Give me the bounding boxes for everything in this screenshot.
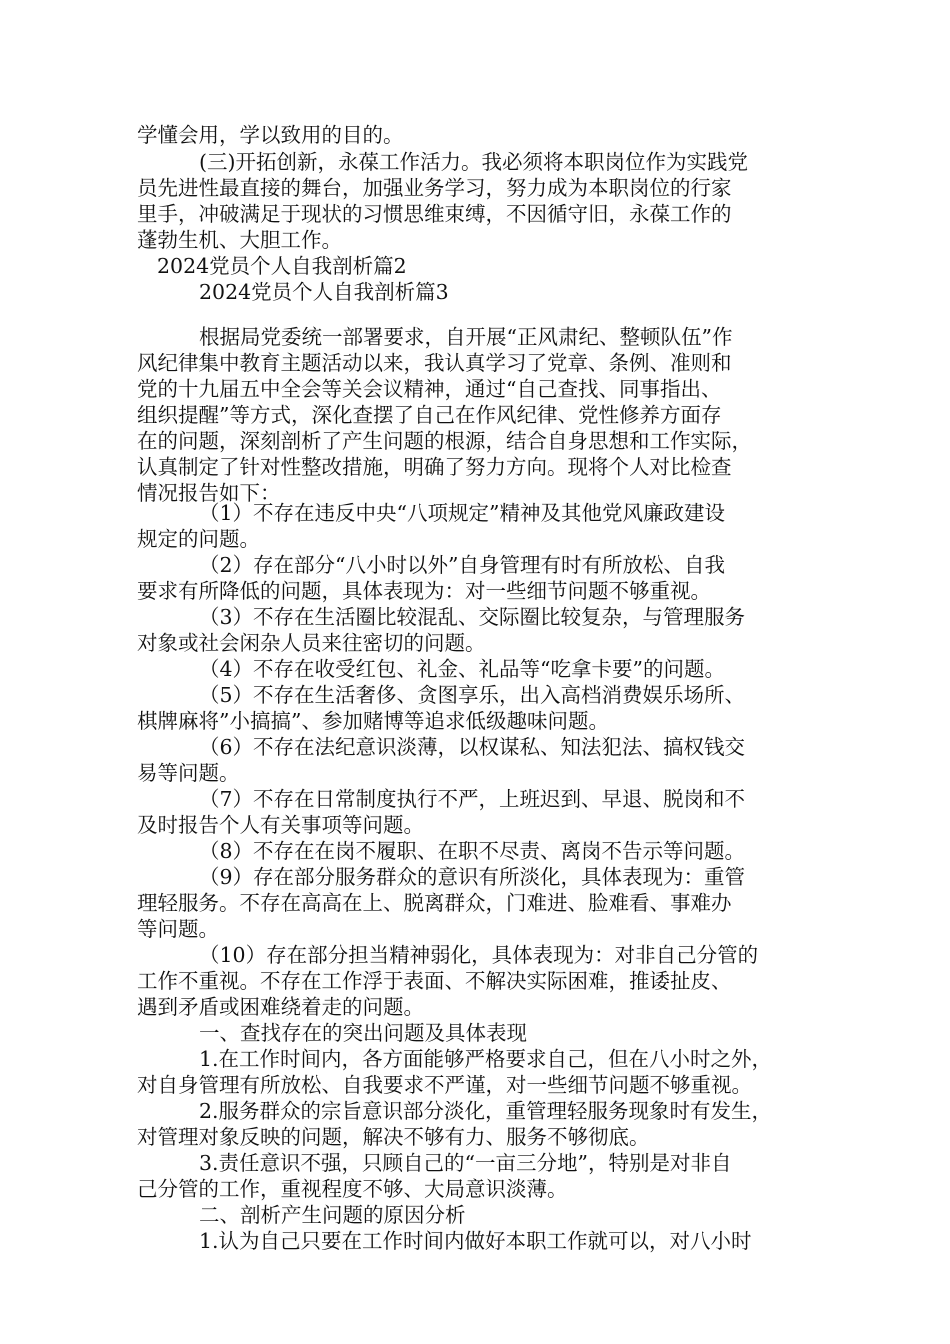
text-line: 遇到矛盾或困难绕着走的问题。 — [137, 995, 424, 1019]
text-line: 对管理对象反映的问题，解决不够有力、服务不够彻底。 — [137, 1125, 650, 1149]
list-item: 1.在工作时间内，各方面能够严格要求自己，但在八小时之外， — [199, 1047, 773, 1071]
text-line: 组织提醒”等方式，深化查摆了自己在作风纪律、党性修养方面存 — [137, 403, 722, 427]
text-line: 情况报告如下： — [137, 481, 281, 505]
list-item: （1）不存在违反中央“八项规定”精神及其他党风廉政建设 — [199, 501, 726, 525]
text-line: (三)开拓创新，永葆工作活力。我必须将本职岗位作为实践党 — [199, 150, 748, 174]
list-item: （9）存在部分服务群众的意识有所淡化，具体表现为：重管 — [199, 865, 746, 889]
text-line: 易等问题。 — [137, 761, 240, 785]
list-item: （3）不存在生活圈比较混乱、交际圈比较复杂，与管理服务 — [199, 605, 746, 629]
list-item: （6）不存在法纪意识淡薄，以权谋私、知法犯法、搞权钱交 — [199, 735, 746, 759]
text-line: 员先进性最直接的舞台，加强业务学习，努力成为本职岗位的行家 — [137, 176, 732, 200]
text-line: 等问题。 — [137, 917, 219, 941]
text-line: 理轻服务。不存在高高在上、脱离群众，门难进、脸难看、事难办 — [137, 891, 732, 915]
text-line: 根据局党委统一部署要求，自开展“正风肃纪、整顿队伍”作 — [199, 325, 733, 349]
text-line: 认真制定了针对性整改措施，明确了努力方向。现将个人对比检查 — [137, 455, 732, 479]
section-heading: 一、查找存在的突出问题及具体表现 — [199, 1021, 527, 1045]
section-heading: 二、剖析产生问题的原因分析 — [199, 1203, 466, 1227]
text-line: 己分管的工作，重视程度不够、大局意识淡薄。 — [137, 1177, 568, 1201]
text-line: 蓬勃生机、大胆工作。 — [137, 228, 342, 252]
list-item: （7）不存在日常制度执行不严，上班迟到、早退、脱岗和不 — [199, 787, 746, 811]
text-line: 学懂会用，学以致用的目的。 — [137, 123, 404, 147]
list-item: 2.服务群众的宗旨意识部分淡化，重管理轻服务现象时有发生， — [199, 1099, 773, 1123]
list-item: 1.认为自己只要在工作时间内做好本职工作就可以，对八小时 — [199, 1229, 752, 1253]
text-line: 及时报告个人有关事项等问题。 — [137, 813, 424, 837]
text-line: 规定的问题。 — [137, 527, 260, 551]
text-line: 对象或社会闲杂人员来往密切的问题。 — [137, 631, 486, 655]
section-heading: 2024党员个人自我剖析篇3 — [199, 280, 449, 304]
list-item: 3.责任意识不强，只顾自己的“一亩三分地”，特别是对非自 — [199, 1151, 732, 1175]
list-item: （2）存在部分“八小时以外”自身管理有时有所放松、自我 — [199, 553, 726, 577]
list-item: （4）不存在收受红包、礼金、礼品等“吃拿卡要”的问题。 — [199, 657, 726, 681]
text-line: 棋牌麻将”小搞搞”、参加赌博等追求低级趣味问题。 — [137, 709, 609, 733]
list-item: （8）不存在在岗不履职、在职不尽责、离岗不告示等问题。 — [199, 839, 746, 863]
list-item: （5）不存在生活奢侈、贪图享乐，出入高档消费娱乐场所、 — [199, 683, 746, 707]
section-heading: 2024党员个人自我剖析篇2 — [157, 254, 407, 278]
text-line: 对自身管理有所放松、自我要求不严谨，对一些细节问题不够重视。 — [137, 1073, 752, 1097]
text-line: 党的十九届五中全会等关会议精神，通过“自己查找、同事指出、 — [137, 377, 722, 401]
text-line: 风纪律集中教育主题活动以来，我认真学习了党章、条例、准则和 — [137, 351, 732, 375]
text-line: 在的问题，深刻剖析了产生问题的根源，结合自身思想和工作实际， — [137, 429, 752, 453]
text-line: 工作不重视。不存在工作浮于表面、不解决实际困难，推诿扯皮、 — [137, 969, 732, 993]
list-item: （10）存在部分担当精神弱化，具体表现为：对非自己分管的 — [199, 943, 759, 967]
text-line: 里手，冲破满足于现状的习惯思维束缚，不因循守旧，永葆工作的 — [137, 202, 732, 226]
text-line: 要求有所降低的问题，具体表现为：对一些细节问题不够重视。 — [137, 579, 711, 603]
